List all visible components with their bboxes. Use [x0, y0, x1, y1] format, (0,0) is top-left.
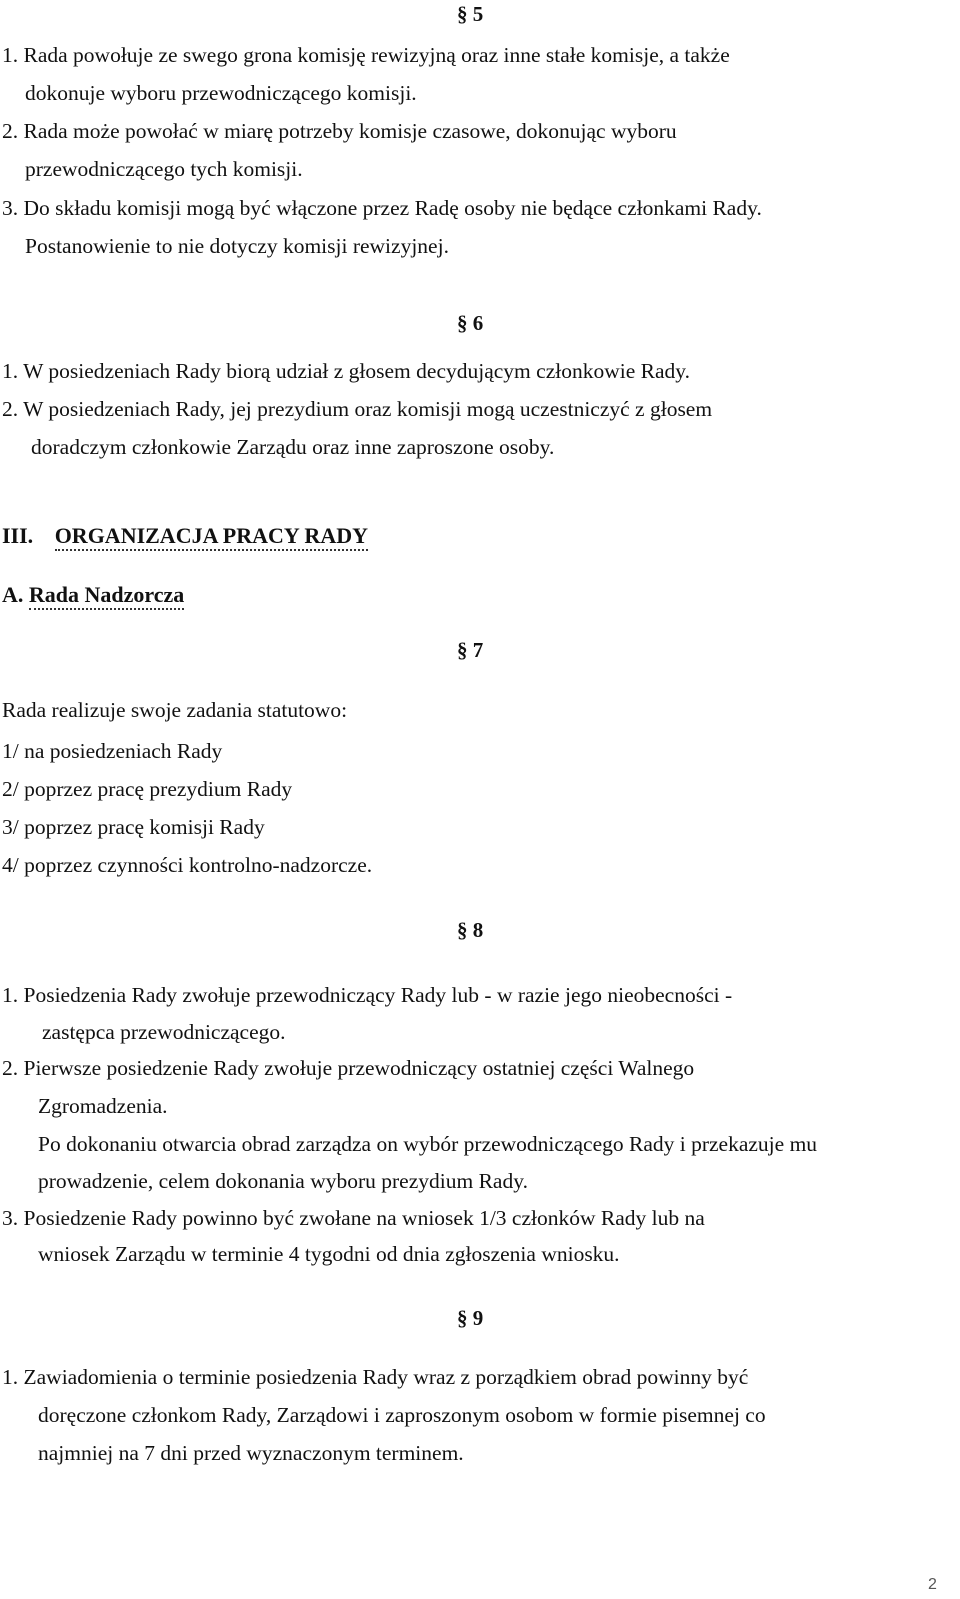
s5-line-6: Postanowienie to nie dotyczy komisji rewizyjnej. [25, 234, 449, 258]
s8-line-2: zastępca przewodniczącego. [42, 1020, 286, 1044]
s7-line-1: Rada realizuje swoje zadania statutowo: [2, 698, 348, 722]
s5-line-3: 2. Rada może powołać w miarę potrzeby komisje czasowe, dokonując wyboru [2, 119, 677, 143]
section-6-heading: § 6 [457, 311, 484, 335]
chapter-heading [2, 522, 368, 550]
page-number: 2 [928, 1576, 937, 1593]
s5-line-1: 1. Rada powołuje ze swego grona komisję rewizyjną oraz inne stałe komisje, a także [2, 43, 730, 67]
section-8-heading: § 8 [457, 918, 484, 942]
s7-line-5: 4/ poprzez czynności kontrolno-nadzorcze. [2, 853, 373, 877]
s8-line-4: Zgromadzenia. [38, 1094, 168, 1118]
s7-line-4: 3/ poprzez pracę komisji Rady [2, 815, 265, 839]
subchapter-title: Rada Nadzorcza [29, 582, 184, 610]
s8-line-7: 3. Posiedzenie Rady powinno być zwołane na wniosek 1/3 członków Rady lub na [2, 1206, 705, 1230]
s5-line-5: 3. Do składu komisji mogą być włączone przez Radę osoby nie będące członkami Rady. [2, 196, 762, 220]
s6-line-1: 1. W posiedzeniach Rady biorą udział z głosem decydującym członkowie Rady. [2, 359, 690, 383]
s9-line-1: 1. Zawiadomienia o terminie posiedzenia Rady wraz z porządkiem obrad powinny być [2, 1365, 749, 1389]
section-7-heading: § 7 [457, 638, 484, 662]
section-5-heading: § 5 [457, 2, 484, 26]
s8-line-5: Po dokonaniu otwarcia obrad zarządza on wybór przewodniczącego Rady i przekazuje mu [38, 1132, 818, 1156]
s8-line-3: 2. Pierwsze posiedzenie Rady zwołuje przewodniczący ostatniej części Walnego [2, 1056, 695, 1080]
subchapter-letter: A. [2, 582, 24, 607]
s7-line-2: 1/ na posiedzeniach Rady [2, 739, 223, 763]
s8-line-6: prowadzenie, celem dokonania wyboru prezydium Rady. [38, 1169, 528, 1193]
s9-line-3: najmniej na 7 dni przed wyznaczonym terminem. [38, 1441, 464, 1465]
s5-line-4: przewodniczącego tych komisji. [25, 157, 303, 181]
s6-line-2: 2. W posiedzeniach Rady, jej prezydium oraz komisji mogą uczestniczyć z głosem [2, 397, 713, 421]
s7-line-3: 2/ poprzez pracę prezydium Rady [2, 777, 293, 801]
s9-line-2: doręczone członkom Rady, Zarządowi i zaproszonym osobom w formie pisemnej co [38, 1403, 766, 1427]
s6-line-3: doradczym członkowie Zarządu oraz inne zaproszone osoby. [31, 435, 555, 459]
s8-line-1: 1. Posiedzenia Rady zwołuje przewodniczący Rady lub - w razie jego nieobecności - [2, 983, 733, 1007]
s8-line-8: wniosek Zarządu w terminie 4 tygodni od dnia zgłoszenia wniosku. [38, 1242, 620, 1266]
chapter-number: III. [2, 523, 34, 548]
s5-line-2: dokonuje wyboru przewodniczącego komisji. [25, 81, 417, 105]
subchapter-heading [2, 581, 184, 609]
section-9-heading: § 9 [457, 1306, 484, 1330]
chapter-title: ORGANIZACJA PRACY RADY [55, 523, 368, 551]
